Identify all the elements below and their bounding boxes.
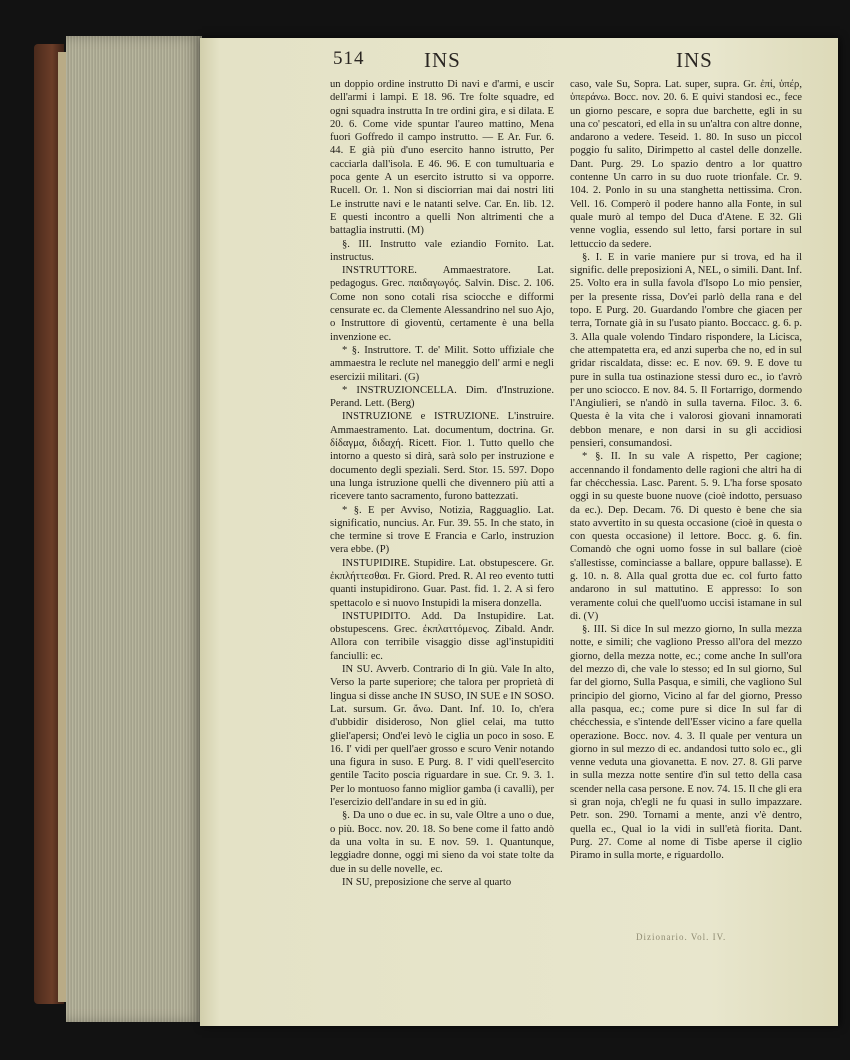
dictionary-entry: §. III. Si dice In sul mezzo giorno, In sulla mezza notte, e simili; che vagliono Presso all'ora del mezzo giorno, della mezza notte, ec.; come anche In sull'ora del mezzo dì, che vale lo stesso; ed In sul giorno, Sul far del giorno, Sulla Pasqua, e simili, che vagliono Sul principio del giorno, Vicino al far del giorno, Presso alla pasqua, ec.; come pure si dice In sul far di chécchessia, e s'intende dell'Esser vicino a fare quella operazione. Bocc. nov. 4. 3. Il quale per ventura un giorno in sul mezzo di ec. andandosi tutto solo ec., gli venne veduta una giovanetta. E nov. 27. 8. Gli parve in sulla mezza notte sentire d'in sul tetto della casa scender nella casa persone. E nov. 74. 15. Il che gli era sì gran noja, ch'egli ne fu quasi in sullo impazzare. Petr. son. 290. Tornami a mente, anzi v'è dentro, quella ec., Qual io la vidi in sull'età fiorita. Dant. Purg. 27. Come al nome di Tisbe aperse il ciglio Piramo in sulla morte, e riguardollo. — [570, 624, 802, 862]
page-number: 514 — [333, 48, 365, 69]
dictionary-entry: IN SU. Avverb. Contrario di In giù. Vale In alto, Verso la parte superiore; che talora per proprietà di lingua si disse anche IN SUSO, IN SUE e IN SOSO. Lat. sursum. Gr. ἄνω. Dant. Inf. 10. Io, ch'era d'ubbidir disideroso, Non gliel celai, ma tutto gliel'apersi; Ond'ei levò le ciglia un poco in soso. E 16. I' vidi per quell'aer grosso e scuro Venir notando una figura in suso. E Purg. 8. I' vidi quell'esercito gentile Tacito poscia riguardare in sue. Cr. 9. 3. 1. Per lo montuoso fanno miglior gamba (i cavalli), per l'esercizio dell'andare in su ed in giù. — [330, 664, 554, 809]
dictionary-entry: * §. II. In su vale A rispetto, Per cagione; accennando il fondamento delle ragioni che altri ha di far chécchessia. Lasc. Parent. 5. 9. L'ha forse sposato oggi in su queste buone nuove (cioè indotto, persuaso da ec.). Dep. Decam. 76. Di questo è bene che sia stato avvertito in su questa occasione (cioè in questa o con questa occasione) il lettore. Bocc. g. 6. fin. Comandò che ogni uomo fosse in sul ballare (cioè s'allestisse, cominciasse a ballare, oppure ballasse). E g. 10. n. 8. Alla qual grotta due ec. col furto fatto andarono in sul mattutino. E appresso: Io son veramente colui che quell'uomo uccisi istamane in sul dì. (V) — [570, 451, 802, 622]
dictionary-entry: INSTUPIDIRE. Stupidire. Lat. obstupescere. Gr. ἐκπλήττεσθαι. Fr. Giord. Pred. R. Al reo evento tutti quanti instupidirono. Guar. Past. fid. 1. 2. A sì fero spettacolo e sì nuovo Instupidì la misera donzella. — [330, 557, 554, 609]
page-stack — [66, 36, 202, 1022]
dictionary-entry: * INSTRUZIONCELLA. Dim. d'Instruzione. Perand. Lett. (Berg) — [330, 384, 554, 410]
dictionary-entry: §. III. Instrutto vale eziandio Fornito. Lat. instructus. — [330, 238, 554, 263]
right-running-head: INS — [676, 48, 713, 72]
footer-signature: Dizionario. Vol. IV. — [636, 932, 727, 942]
right-text-column — [570, 78, 802, 863]
dictionary-entry: un doppio ordine instrutto Di navi e d'armi, e uscir dell'armi i lampi. E 18. 96. Tre folte squadre, ed ogni squadra instrutta In tre ordini gira, e si dilata. E 20. 6. Come vide spuntar l'aureo mattino, Mena fuori Goffredo il campo instrutto. — E Ar. Fur. 6. 44. E già più d'uno esercito hanno istrutto, Per cacciarla dall'isola. E 46. 96. E con tumultuaria e poca gente A un esercito istrutto si va opporre. Rucell. Or. 1. Non si disciorrian mai dai nostri liti Le instrutte navi e le natanti selve. Car. En. lib. 12. E questi incontro a quelli Non altrimenti che a battaglia instrutti. (M) — [330, 79, 554, 237]
dictionary-entry: INSTUPIDITO. Add. Da Instupidire. Lat. obstupescens. Grec. ἐκπλαττόμενος. Zibald. Andr. Allora con terribile visaggio disse agl'instupiditi fanciulli: ec. — [330, 610, 554, 662]
dictionary-entry: * §. E per Avviso, Notizia, Ragguaglio. Lat. significatio, nuncius. Ar. Fur. 39. 55. In che stato, in che termine si trove E Francia e Carlo, instruzion vera ebbe. (P) — [330, 504, 554, 556]
dictionary-entry: * §. Instruttore. T. de' Milit. Sotto uffiziale che ammaestra le reclute nel maneggio dell' armi e negli esercizii militari. (G) — [330, 344, 554, 383]
dictionary-entry: INSTRUTTORE. Ammaestratore. Lat. pedagogus. Grec. παιδαγωγός. Salvin. Disc. 2. 106. Come non sono cotali risa sciocche e difformi censurate ec. da Clemente Alessandrino nel suo Ajo, o Instruttore di gioventù, certamente è una bella invenzione ec. — [330, 265, 554, 343]
dictionary-entry: INSTRUZIONE e ISTRUZIONE. L'instruire. Ammaestramento. Lat. documentum, doctrina. Gr. δίδαγμα, διδαχή. Ricett. Fior. 1. Tutto quello che intorno a questo si dirà, sarà solo per instruzione e documento degli speziali. Serd. Stor. 15. 597. Dopo una lunga istruzione quelli che divennero più atti a ricevere tanto sacramento, furono battezzati. — [330, 411, 554, 503]
left-running-head: INS — [424, 48, 461, 72]
left-text-column — [330, 78, 554, 889]
dictionary-entry: IN SU, preposizione che serve al quarto — [342, 876, 512, 888]
dictionary-entry: caso, vale Su, Sopra. Lat. super, supra. Gr. ἐπί, ὑπέρ, ὑπεράνω. Bocc. nov. 20. 6. E quivi standosi ec., fece un giorno pescare, e sopra due barchette, egli in su una co' pescatori, ed ella in su un'altra con altre donne, andarono a vedere. Teseid. 1. 80. In suso un piccol poggio fu salito, Dirimpetto al castel delle donzelle. Dant. Purg. 29. Lo spazio dentro a lor quattro contenne Un carro in su duo ruote trionfale. Cr. 9. 104. 2. Ponlo in su una stanghetta nettissima. Cron. Vell. 16. Comperò il podere hanno alla Fonte, in sul quale murò al tempo del Duca d'Atene. E 32. Gli venne voglia, essendo sul letto, farsi portare in sul lettuccio da sedere. — [570, 79, 802, 250]
dictionary-entry: §. Da uno o due ec. in su, vale Oltre a uno o due, o più. Bocc. nov. 20. 18. So bene come il fatto andò da una volta in su. E nov. 59. 1. Quantunque, leggiadre donne, oggi mi sieno da voi state tolte da due in su delle novelle, ec. — [330, 810, 554, 875]
dictionary-entry: §. I. E in varie maniere pur si trova, ed ha il signific. delle preposizioni A, NEL, o simili. Dant. Inf. 25. Volto era in sulla favola d'Isopo Lo mio pensier, per la presente rissa, Dov'ei parlò della rana e del topo. E Purg. 20. Guardando l'ombre che giacen per terra, Tornate già in su l'usato pianto. Boccacc. g. 6. p. 3. Alla quale volendo Tindaro rispondere, la Licisca, che attempatetta era, ed anzi superba che no, ed in sul gridar riscaldata, disse: ec. E nov. 69. 9. E dove tu pure in sulla tua ostinazione stessi duro ec., io t'avrò per uno sciocco. E nov. 84. 5. Il Fortarrigo, dormendo l'Angiulieri, se n'andò in sulla taverna. Filoc. 3. 6. Questa è la vita che i valorosi giovani innamorati debbon menare, e non darsi in su gli accidiosi pensieri, consumandosi. — [570, 251, 802, 450]
